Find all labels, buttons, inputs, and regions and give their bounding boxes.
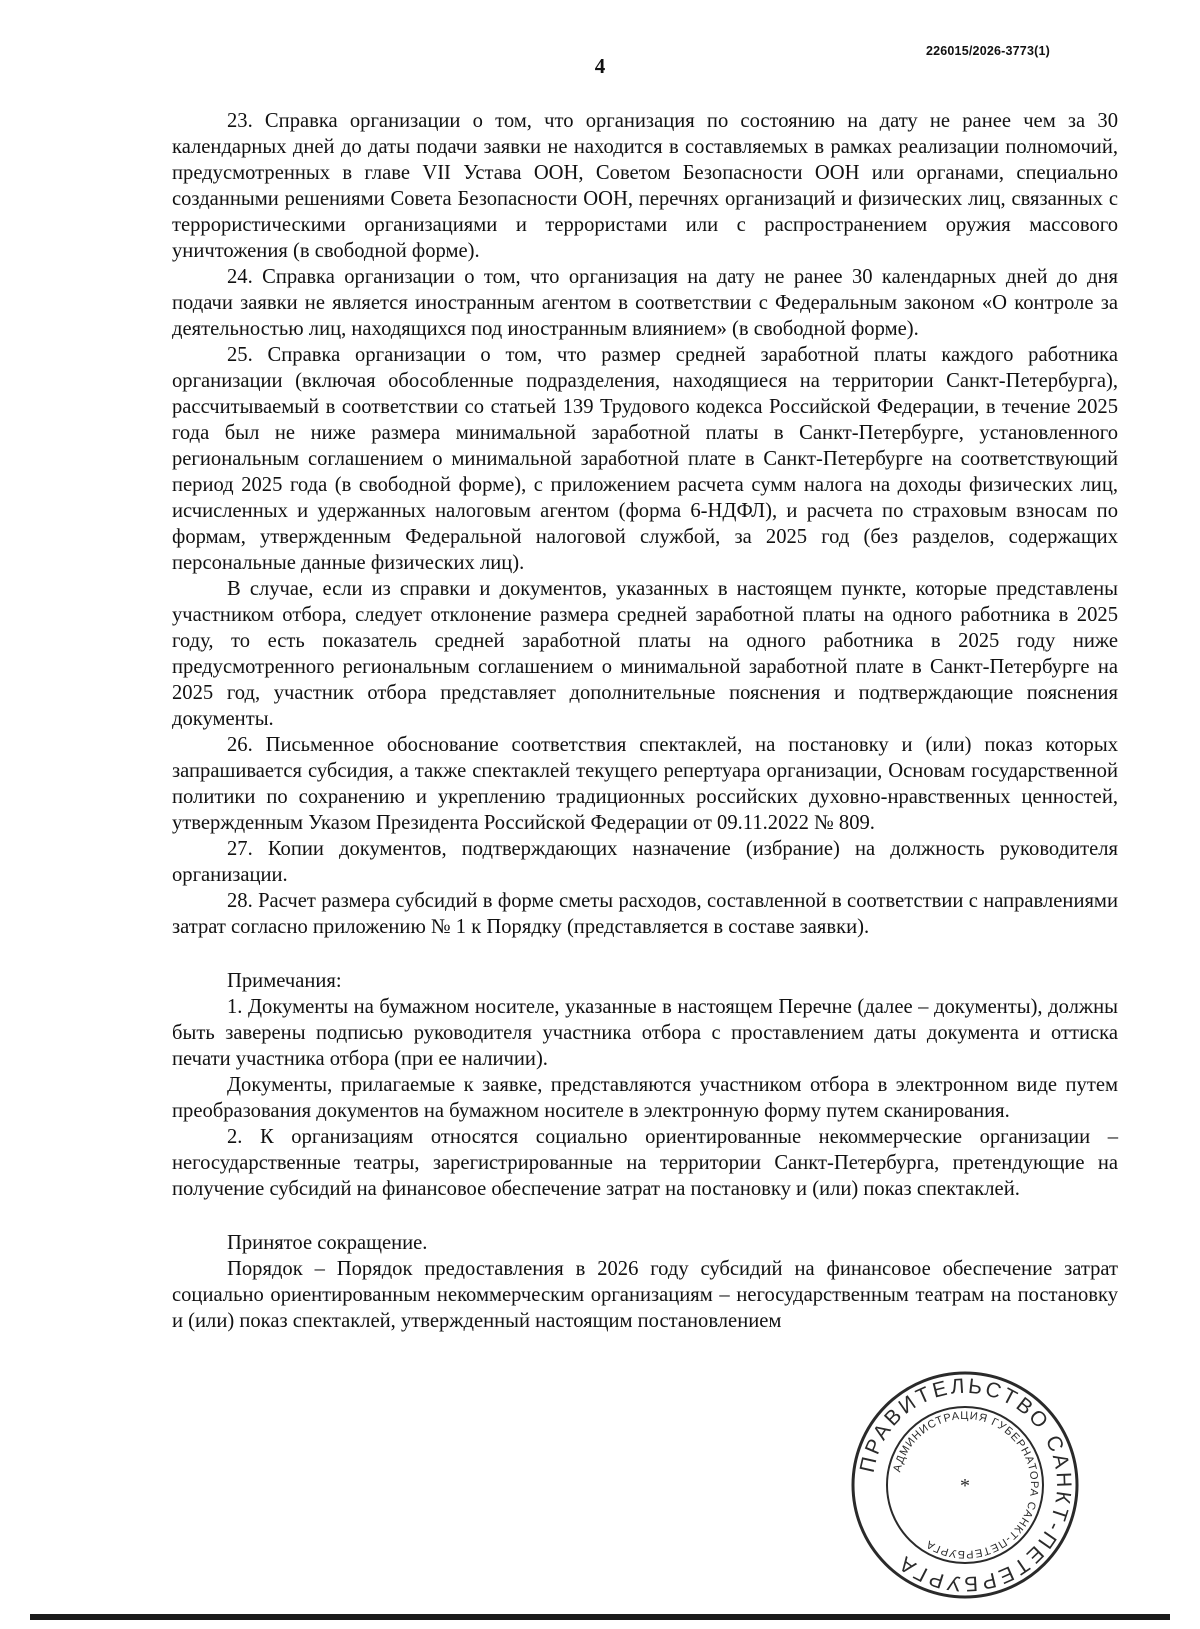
seal-outer-ring [853,1373,1077,1597]
page-number: 4 [594,54,606,78]
document-id: 226015/2026-3773(1) [925,44,1050,58]
seal-inner-ring [887,1407,1043,1563]
section-gap [172,1202,1118,1230]
abbreviation-text: Порядок – Порядок предоставления в 2026 году субсидий на финансовое обеспечение затрат социально ориентированным некоммерческим организациям – негосударственным театрам на постановку и (или) показ спектаклей, утвержденный настоящим постановлением [172,1258,1118,1332]
note-2: 2. К организациям относятся социально ориентированные некоммерческие организации – негосударственные театры, зарегистрированные на территории Санкт-Петербурга, претендующие на получение субсидий на финансовое обеспечение затрат на постановку и (или) показ спектаклей. [172,1126,1118,1200]
item-27: 27. Копии документов, подтверждающих назначение (избрание) на должность руководителя организации. [172,838,1118,886]
scan-bottom-border [30,1614,1170,1620]
notes-heading: Примечания: [227,970,342,992]
item-23: 23. Справка организации о том, что организация по состоянию на дату не ранее чем за 30 календарных дней до даты подачи заявки не находится в составляемых в рамках реализации полномочий, предусмотренных в главе VII Устава ООН, Советом Безопасности ООН или органами, специально созданными решениями Совета Безопасности ООН, перечнях организаций и физических лиц, связанных с террористическими организациями и террористами или с распространением оружия массового уничтожения (в свободной форме). [172,110,1118,262]
seal-star-icon: * [960,1475,970,1497]
seal-inner-text: АДМИНИСТРАЦИЯ ГУБЕРНАТОРА САНКТ-ПЕТЕРБУРГА [891,1409,1041,1561]
abbreviation-heading: Принятое сокращение. [227,1232,428,1254]
scan-edge-mark [6,0,8,1629]
item-25: 25. Справка организации о том, что размер средней заработной платы каждого работника организации (включая обособленные подразделения, находящиеся на территории Санкт-Петербурга), рассчитываемый в соответствии со статьей 139 Трудового кодекса Российской Федерации, в течение 2025 года был не ниже размера минимальной заработной платы в Санкт-Петербурге, установленного региональным соглашением о минимальной заработной плате в Санкт-Петербурге на соответствующий период 2025 года (в свободной форме), с приложением расчета сумм налога на доходы физических лиц, исчисленных и удержанных налоговым агентом (форма 6-НДФЛ), и расчета по страховым взносам по формам, утвержденным Федеральной налоговой службой, за 2025 год (без разделов, содержащих персональные данные физических лиц). [172,344,1118,574]
seal-outer-text: ПРАВИТЕЛЬСТВО САНКТ-ПЕТЕРБУРГА [855,1374,1076,1596]
section-gap [172,940,1118,968]
note-1: 1. Документы на бумажном носителе, указанные в настоящем Перечне (далее – документы), должны быть заверены подписью руководителя участника отбора с проставлением даты документа и оттиска печати участника отбора (при ее наличии). [172,996,1118,1070]
item-26: 26. Письменное обоснование соответствия спектаклей, на постановку и (или) показ которых запрашивается субсидия, а также спектаклей текущего репертуара организации, Основам государственной политики по сохранению и укреплению традиционных российских духовно-нравственных ценностей, утвержденным Указом Президента Российской Федерации от 09.11.2022 № 809. [172,734,1118,834]
item-24: 24. Справка организации о том, что организация на дату не ранее 30 календарных дней до дня подачи заявки не является иностранным агентом в соответствии с Федеральным законом «О контроле за деятельностью лиц, находящихся под иностранным влиянием» (в свободной форме). [172,266,1118,340]
official-seal-icon [850,1370,1080,1600]
item-28: 28. Расчет размера субсидий в форме сметы расходов, составленной в соответствии с направлениями затрат согласно приложению № 1 к Порядку (представляется в составе заявки). [172,890,1118,938]
item-25-clarification: В случае, если из справки и документов, указанных в настоящем пункте, которые представлены участником отбора, следует отклонение размера средней заработной платы на одного работника в 2025 году, то есть показатель средней заработной платы на одного работника в 2025 году ниже предусмотренного региональным соглашением о минимальной заработной плате в Санкт-Петербурге на 2025 год, участник отбора представляет дополнительные пояснения и подтверждающие пояснения документы. [172,578,1118,730]
note-1-continued: Документы, прилагаемые к заявке, представляются участником отбора в электронном виде путем преобразования документов на бумажном носителе в электронную форму путем сканирования. [172,1074,1118,1122]
document-body [172,108,1118,1334]
